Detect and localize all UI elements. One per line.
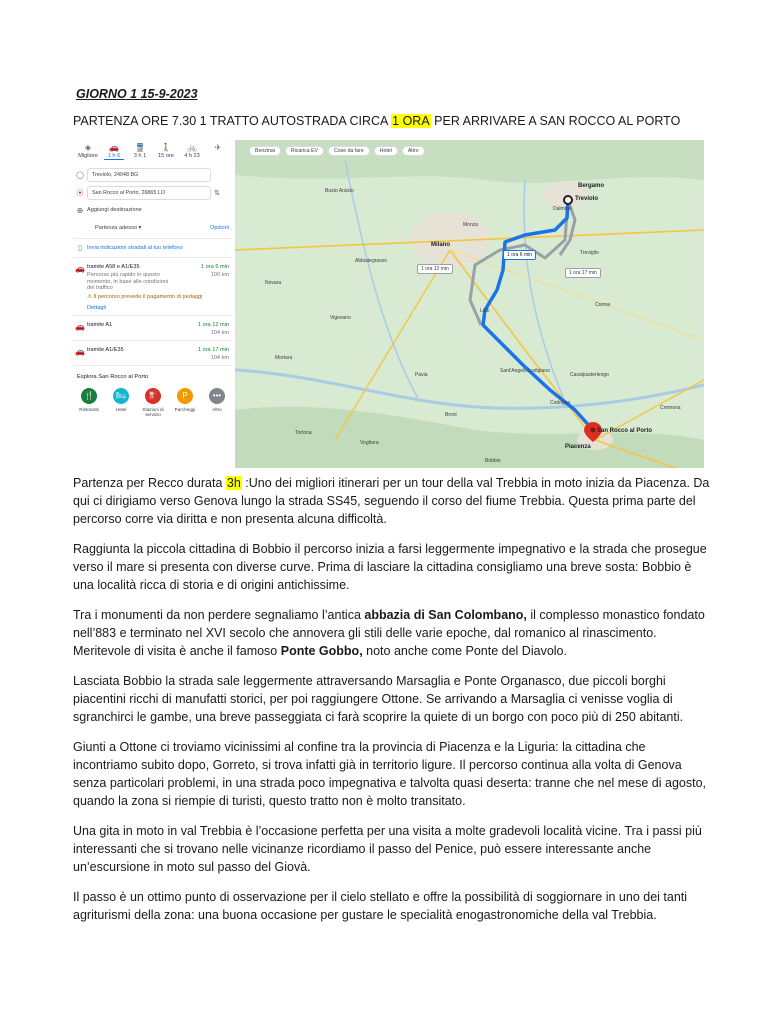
route-time: 1 ora 12 min	[197, 321, 229, 328]
map-label-cremona: Cremona	[660, 405, 681, 411]
map-label-lodi: Lodi	[480, 308, 490, 314]
map-label-abbiategrasso: Abbiategrasso	[355, 258, 387, 264]
send-to-phone-label: Invia indicazioni stradali al tuo telefono	[87, 245, 183, 251]
chip-more[interactable]: Altro	[402, 146, 425, 156]
map-label-codogno: Codogno	[550, 400, 571, 406]
chip-hotel[interactable]: Hotel	[374, 146, 398, 156]
route-note: Percorso più rapido in questo momento, in base alle condizioni del traffico	[87, 272, 169, 291]
map-label-bobbio: Bobbio	[485, 458, 501, 464]
subtitle-text-end: PER ARRIVARE A SAN ROCCO AL PORTO	[430, 114, 681, 128]
bold-abbazia: abbazia di San Colombano,	[364, 608, 527, 622]
route-distance: 104 km	[210, 329, 229, 336]
subtitle-highlight: 1 ORA	[392, 114, 430, 128]
route-option[interactable]	[73, 258, 233, 316]
route-time: 1 ora 17 min	[197, 346, 229, 353]
place-label: Hotel	[115, 406, 127, 412]
mode-walk[interactable]	[156, 143, 176, 160]
chip-gas[interactable]: Benzinai	[249, 146, 281, 156]
map-label-mortara: Mortara	[275, 355, 293, 361]
place-more[interactable]	[204, 388, 230, 418]
route-details-link[interactable]: Dettagli	[87, 304, 106, 311]
mode-label: 1 h 6	[107, 153, 121, 159]
add-destination[interactable]	[73, 202, 233, 218]
destination-pin-icon: ⦿	[76, 190, 84, 197]
toll-warning: ⚠ Il percorso prevede il pagamento di pedaggi	[87, 293, 203, 300]
route-map[interactable]	[235, 140, 704, 468]
route-distance: 104 km	[210, 354, 229, 361]
map-label-piacenza: Piacenza	[565, 444, 591, 450]
map-label-busto-arsizio: Busto Arsizio	[325, 188, 354, 194]
route-inputs	[73, 166, 233, 218]
subtitle-text: PARTENZA ORE 7.30 1 TRATTO AUTOSTRADA CIRCA	[73, 114, 392, 128]
paragraph-text: Tra i monumenti da non perdere segnaliamo l’antica	[73, 608, 365, 622]
mode-car[interactable]	[104, 143, 124, 160]
paragraph: Giunti a Ottone ci troviamo vicinissimi al confine tra la provincia di Piacenza e la Liguria: la cittadina che incontriamo subito dopo, Gorreto, si trova infatti già in territorio ligure. Il percorso continua alla volta di Genova senza particolari problemi, in una strada poco impegnativa e talvolta quasi deserta: tranne che nel mese di agosto, quando la zona si riempie di turisti, questo tratto non è molto transitato.	[73, 740, 707, 808]
paragraph: Una gita in moto in val Trebbia è l’occasione perfetta per una visita a molte gradevoli località vicine. Tra i passi più interessanti che si trovano nelle vicinanze ricordiamo il passo del Penice, può essere interessante anche un’escursione in moto sul passo del Giovà.	[73, 824, 702, 874]
map-label-tortona: Tortona	[295, 430, 312, 436]
chip-things-to-do[interactable]: Cose da fare	[328, 146, 370, 156]
mode-label: 3 h 1	[133, 153, 147, 159]
duration-highlight: 3h	[226, 476, 241, 490]
paragraph: Raggiunta la piccola cittadina di Bobbio il percorso inizia a farsi leggermente impegnativo e la strada che prosegue verso il mare si presenta con diverse curve. Prima di lasciare la cittadina consigliamo una breve sosta: Bobbio è una località ricca di storia e di origini antichissime.	[73, 542, 707, 592]
plane-icon: ✈	[214, 143, 222, 152]
explore-title: Esplora San Rocco al Porto	[77, 373, 149, 380]
destination-input[interactable]: San Rocco al Porto, 26865 LO	[87, 186, 211, 200]
bold-ponte-gobbo: Ponte Gobbo,	[280, 644, 363, 658]
restaurant-icon: 🍴	[81, 388, 97, 404]
map-label-bergamo: Bergamo	[578, 183, 605, 189]
depart-select[interactable]: Partenza adesso ▾	[95, 225, 142, 231]
mode-best[interactable]	[78, 143, 98, 160]
paragraph: Il passo è un ottimo punto di osservazione per il cielo stellato e offre la possibilità di soggiornare in uno dei tanti agriturismi della zona: una buona occasione per gustare le specialità enogastronomiche della val Trebbia.	[73, 890, 688, 922]
car-icon: 🚗	[75, 321, 85, 331]
more-icon: •••	[209, 388, 225, 404]
add-icon: ⊕	[76, 205, 84, 215]
travel-modes	[73, 140, 233, 160]
map-label-voghera: Voghera	[360, 440, 379, 446]
map-label-dalmine: Dalmine	[553, 206, 572, 212]
gas-station-icon: ⛽	[145, 388, 161, 404]
route-time-main[interactable]: 1 ora 6 min	[503, 250, 536, 260]
destination-pin-dot	[591, 428, 596, 433]
itinerary-text	[73, 474, 713, 936]
parking-icon: P	[177, 388, 193, 404]
place-label: Stazioni di servizio	[142, 406, 164, 417]
map-label-monza: Monza	[463, 222, 479, 228]
mode-label: 4 h 23	[184, 153, 200, 159]
car-icon: 🚗	[109, 143, 119, 152]
map-label-broni: Broni	[445, 412, 457, 418]
map-label-sant-angelo-lodigiano: Sant'Angelo Lodigiano	[500, 368, 550, 374]
mode-label: 15 ore	[158, 153, 174, 159]
paragraph	[73, 606, 713, 660]
day-title: GIORNO 1 15-9-2023	[76, 87, 198, 101]
subtitle	[73, 114, 680, 128]
map-label-treviolo: Treviolo	[575, 196, 599, 202]
mode-label: Migliore	[78, 153, 98, 159]
map-label-san-rocco-al-porto: San Rocco al Porto	[597, 428, 653, 434]
best-route-icon: ◈	[84, 143, 92, 152]
route-time-a1[interactable]: 1 ora 12 min	[417, 264, 453, 274]
destination-row	[73, 184, 233, 202]
nearby-places	[73, 380, 233, 418]
map-canvas	[235, 140, 704, 468]
map-label-vigevano: Vigevano	[330, 315, 351, 321]
paragraph-text: il complesso monastico fondato nell’883 e terminato nel XVI secolo che annovera gli stili delle varie epoche, dal romanico al rinascimento. Meritevole di visita è anche il famoso	[73, 608, 705, 658]
chip-ev[interactable]: Ricarica EV	[285, 146, 324, 156]
car-icon: 🚗	[75, 264, 85, 273]
send-to-phone[interactable]	[73, 239, 233, 258]
place-restaurants[interactable]	[76, 388, 102, 418]
paragraph-text: :Uno dei migliori itinerari per un tour della val Trebbia in moto inizia da Piacenza. Da qui ci dirigiamo verso Genova lungo la strada SS45, seguendo il corso del fiume Trebbia. Questa prima parte del percorso corre via diritta e non presenta alcuna difficoltà.	[73, 476, 710, 526]
map-label-treviglio: Treviglio	[580, 250, 599, 256]
map-label-pavia: Pavia	[415, 372, 428, 378]
route-name: tramite A1	[87, 321, 113, 328]
mode-train[interactable]	[130, 143, 150, 160]
map-label-casalpusterlengo: Casalpusterlengo	[570, 372, 609, 378]
route-time: 1 ora 6 min	[201, 264, 229, 270]
walk-icon: 🚶	[161, 143, 171, 152]
paragraph: Lasciata Bobbio la strada sale leggermente attraversando Marsaglia e Ponte Organasco, due piccoli borghi piacentini ricchi di manufatti storici, per poi raggiungere Ottone. Se arrivando a Marsaglia ci venisse voglia di sgranchirci le gambe, una breve passeggiata ci farà scoprire la quiete di un borgo con poco più di 250 abitanti.	[73, 674, 684, 724]
route-distance: 100 km	[210, 272, 229, 278]
map-filter-chips	[249, 146, 425, 156]
place-label: Ristoranti	[79, 406, 99, 412]
route-name: tramite A1/E35	[87, 346, 124, 353]
origin-dot-icon: ◯	[76, 172, 84, 179]
route-option[interactable]	[73, 316, 233, 341]
map-label-crema: Crema	[595, 302, 611, 308]
route-name: tramite A58 e A1/E35	[87, 264, 140, 270]
place-label: Parcheggi	[174, 406, 196, 412]
add-destination-label: Aggiungi destinazione	[87, 207, 142, 213]
bike-icon: 🚲	[187, 143, 197, 152]
place-gas-stations[interactable]	[140, 388, 166, 418]
depart-row	[73, 218, 233, 239]
hotel-icon: 🛏	[113, 388, 129, 404]
map-label-novara: Novara	[265, 280, 282, 286]
directions-panel	[73, 140, 233, 468]
paragraph	[73, 474, 713, 528]
paragraph-text: noto anche come Ponte del Diavolo.	[362, 644, 567, 658]
place-label: Altro	[212, 406, 222, 412]
place-parking[interactable]	[172, 388, 198, 418]
origin-row	[73, 166, 233, 184]
train-icon: 🚆	[135, 143, 145, 152]
origin-marker[interactable]	[564, 196, 572, 204]
swap-icon[interactable]: ⇅	[214, 190, 220, 197]
mode-flight[interactable]	[208, 143, 228, 160]
mode-bike[interactable]	[182, 143, 202, 160]
route-time-a1-e35[interactable]: 1 ora 17 min	[565, 268, 601, 278]
origin-input[interactable]: Treviolo, 24048 BG	[87, 168, 211, 182]
place-hotels[interactable]	[108, 388, 134, 418]
car-icon: 🚗	[75, 346, 85, 356]
options-link[interactable]: Opzioni	[210, 225, 229, 231]
phone-icon: ▯	[78, 245, 82, 252]
map-label-milano: Milano	[431, 242, 450, 248]
paragraph-text: Partenza per Recco durata	[73, 476, 226, 490]
route-option[interactable]	[73, 341, 233, 366]
